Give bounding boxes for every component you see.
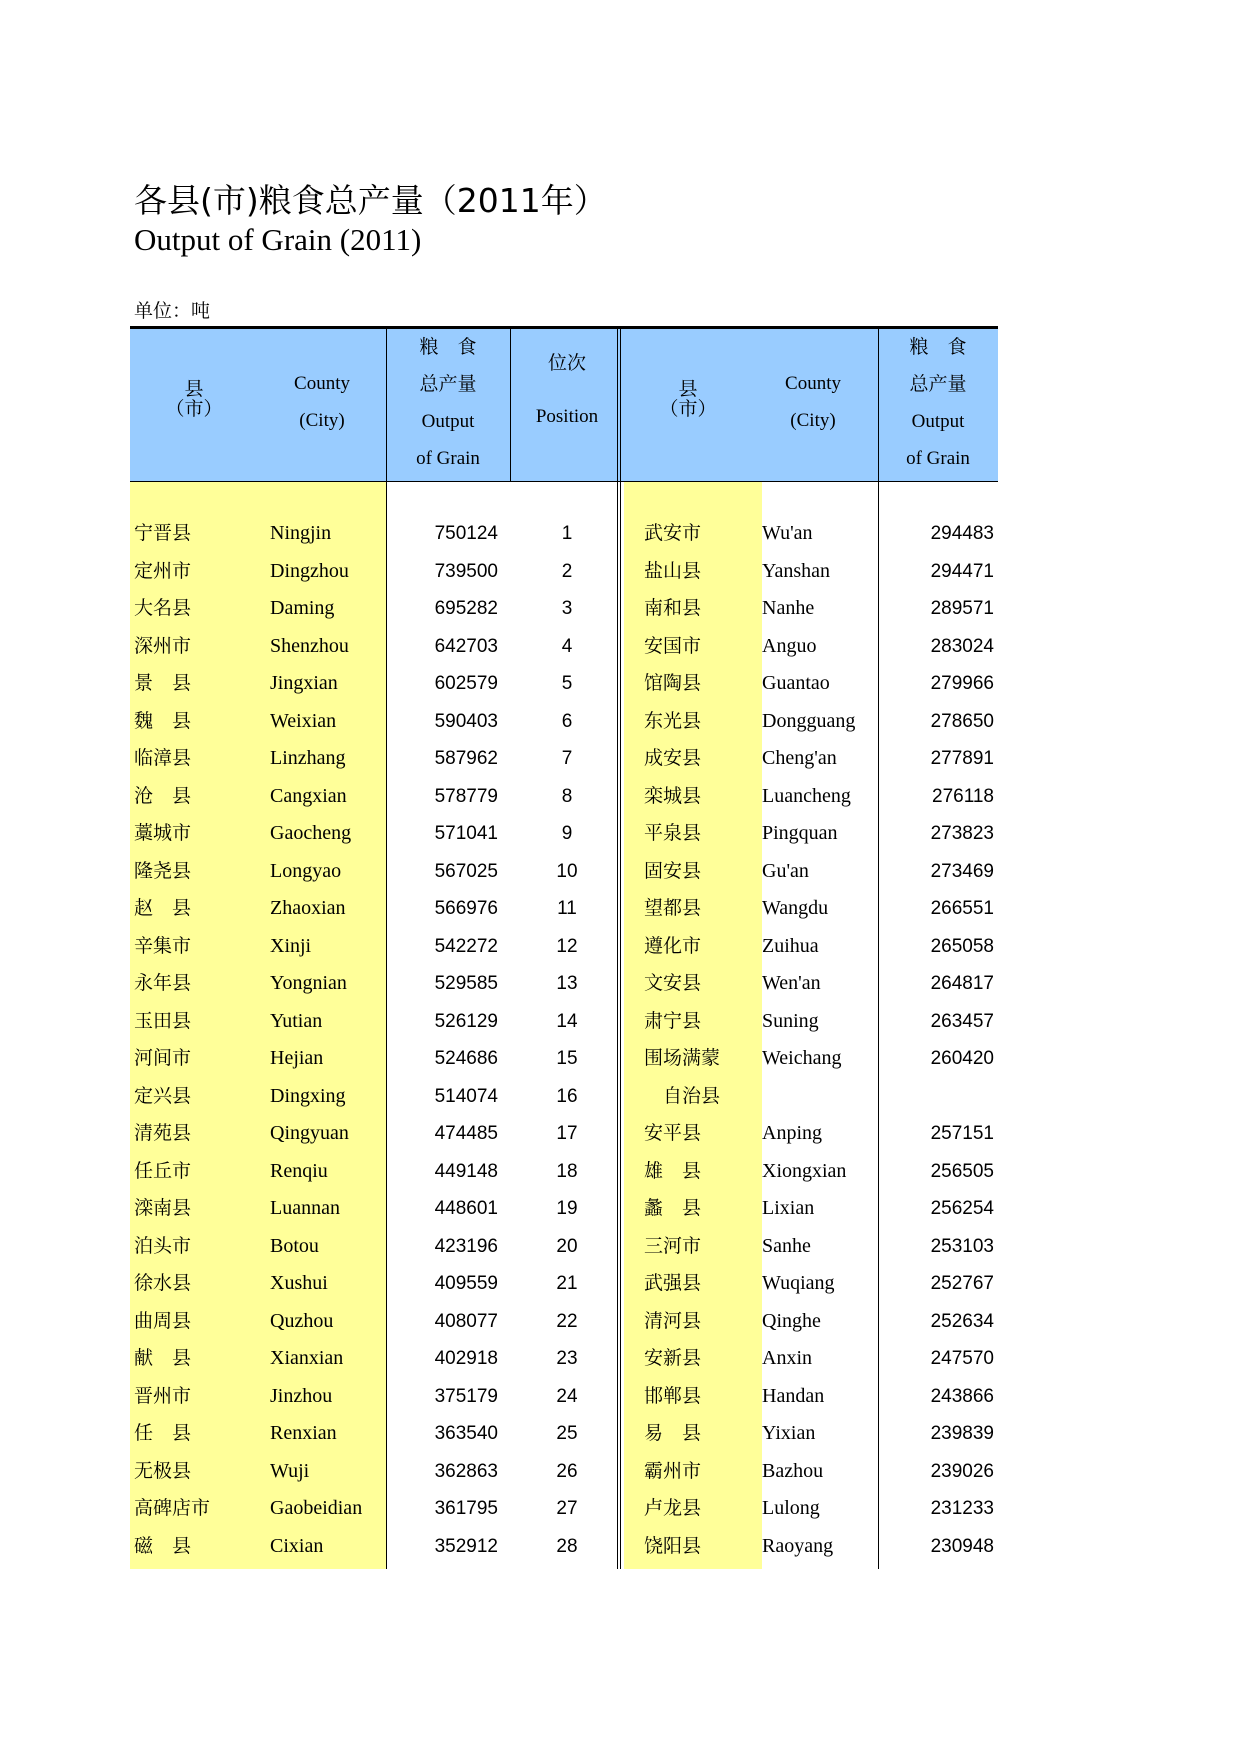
divider-line	[510, 329, 511, 481]
left-output-value: 352912	[434, 1535, 498, 1557]
right-county-cn: 蠡 县	[644, 1197, 702, 1219]
left-county-cn: 定兴县	[134, 1084, 192, 1107]
right-county-cn: 栾城县	[644, 784, 702, 807]
left-county-en: Wuji	[270, 1459, 310, 1482]
table-row	[130, 1153, 998, 1191]
table-row	[130, 1490, 998, 1528]
right-county-cn: 武安市	[644, 522, 702, 544]
left-county-en: Luannan	[270, 1197, 340, 1219]
right-county-cn: 三河市	[644, 1234, 702, 1257]
right-county-cn: 霸州市	[644, 1459, 702, 1482]
position-value: 23	[556, 1348, 578, 1369]
left-county-en: Renxian	[270, 1422, 337, 1444]
left-county-cn: 滦南县	[134, 1197, 192, 1219]
table-row	[130, 1303, 998, 1341]
right-county-cn: 固安县	[644, 859, 702, 882]
table-row	[130, 1040, 998, 1078]
table-row	[130, 515, 998, 553]
left-output-value: 526129	[434, 1010, 498, 1032]
left-county-en: Ningjin	[270, 522, 332, 544]
right-county-en: Guantao	[762, 672, 830, 694]
right-county-en: Pingquan	[762, 822, 838, 844]
left-county-en: Daming	[270, 597, 335, 619]
header-grain-right: 粮 食 总产量 Output of Grain	[906, 336, 970, 469]
left-county-cn: 晋州市	[134, 1384, 192, 1407]
right-county-en: Zuihua	[762, 934, 819, 957]
header-county-cn-right: 县 （市）	[659, 378, 717, 420]
left-county-en: Zhaoxian	[270, 897, 346, 919]
left-output-value: 566976	[434, 898, 498, 919]
position-value: 13	[556, 973, 578, 994]
right-output-value: 239026	[930, 1460, 994, 1482]
left-county-en: Qingyuan	[270, 1122, 349, 1144]
right-output-value: 279966	[930, 673, 994, 694]
left-output-value: 602579	[434, 673, 498, 694]
left-county-en: Botou	[270, 1234, 319, 1257]
right-county-en: Handan	[762, 1384, 825, 1407]
position-value: 1	[561, 523, 573, 544]
position-value: 17	[556, 1123, 578, 1144]
table-row	[130, 1115, 998, 1153]
right-county-en: Lulong	[762, 1497, 820, 1519]
right-output-value: 256254	[930, 1198, 994, 1219]
grain-output-table	[130, 326, 998, 1569]
left-county-en: Dingxing	[270, 1084, 346, 1107]
right-county-cn: 平泉县	[644, 822, 702, 844]
table-row	[130, 778, 998, 816]
left-output-value: 750124	[434, 523, 498, 544]
right-county-cn: 安平县	[644, 1122, 702, 1144]
left-county-cn: 曲周县	[134, 1309, 192, 1332]
right-county-cn: 清河县	[644, 1309, 702, 1332]
left-output-value: 363540	[434, 1423, 498, 1444]
right-output-value: 253103	[930, 1235, 994, 1257]
position-value: 14	[556, 1010, 578, 1032]
page-title-cn: 各县(市)粮食总产量（2011年）	[134, 181, 607, 220]
table-row	[130, 1378, 998, 1416]
right-county-cn: 馆陶县	[644, 672, 702, 694]
left-output-value: 362863	[434, 1460, 498, 1482]
right-output-value: 289571	[930, 598, 994, 619]
right-county-en: Anxin	[762, 1347, 812, 1369]
left-output-value: 409559	[434, 1273, 498, 1294]
position-value: 2	[561, 560, 573, 582]
left-county-cn: 高碑店市	[134, 1497, 211, 1519]
left-output-value: 408077	[434, 1310, 498, 1332]
table-row	[130, 965, 998, 1003]
left-output-value: 449148	[434, 1160, 498, 1182]
right-county-en: Lixian	[762, 1197, 815, 1219]
right-county-cn: 望都县	[644, 897, 702, 919]
right-output-value: 276118	[932, 785, 994, 807]
position-value: 22	[556, 1310, 578, 1332]
table-row	[130, 1228, 998, 1266]
right-county-en: Anping	[762, 1122, 822, 1144]
right-county-en: Xiongxian	[762, 1159, 847, 1182]
right-county-cn: 武强县	[644, 1272, 702, 1294]
left-county-en: Yutian	[270, 1009, 323, 1032]
right-county-en: Qinghe	[762, 1309, 821, 1332]
page-title-en: Output of Grain (2011)	[134, 222, 422, 257]
right-county-en: Cheng'an	[762, 747, 837, 769]
table-row	[130, 1078, 998, 1116]
table-row	[130, 928, 998, 966]
header-county-cn-left: 县 （市）	[165, 378, 223, 420]
right-output-value: 256505	[930, 1160, 994, 1182]
left-county-cn: 徐水县	[134, 1272, 192, 1294]
right-county-cn: 卢龙县	[644, 1497, 702, 1519]
position-value: 28	[556, 1535, 578, 1557]
table-row	[130, 1528, 998, 1566]
position-value: 8	[561, 785, 573, 807]
left-county-cn: 深州市	[134, 634, 192, 657]
left-county-en: Cixian	[270, 1534, 324, 1557]
left-output-value: 695282	[434, 598, 498, 619]
left-output-value: 567025	[434, 860, 498, 882]
position-value: 12	[556, 935, 578, 957]
left-output-value: 571041	[434, 823, 498, 844]
right-county-cn: 安国市	[644, 634, 702, 657]
right-county-en: Nanhe	[762, 597, 815, 619]
table-row	[130, 815, 998, 853]
right-output-value: 247570	[930, 1348, 994, 1369]
left-output-value: 739500	[434, 560, 498, 582]
position-value: 26	[556, 1460, 578, 1482]
right-county-en: Dongguang	[762, 709, 856, 732]
right-output-value: 273823	[930, 823, 994, 844]
left-output-value: 402918	[434, 1348, 498, 1369]
left-county-en: Xianxian	[270, 1347, 344, 1369]
right-output-value: 257151	[930, 1123, 994, 1144]
right-output-value: 265058	[930, 935, 994, 957]
right-county-en: Yanshan	[762, 559, 830, 582]
left-county-cn: 大名县	[134, 597, 192, 619]
position-value: 18	[556, 1160, 578, 1182]
left-output-value: 448601	[434, 1198, 498, 1219]
left-county-en: Shenzhou	[270, 634, 349, 657]
right-output-value: 260420	[930, 1048, 994, 1069]
left-output-value: 423196	[434, 1235, 498, 1257]
table-row	[130, 1415, 998, 1453]
position-value: 25	[556, 1423, 578, 1444]
right-county-cn: 成安县	[644, 747, 702, 769]
left-county-cn: 魏 县	[134, 709, 192, 732]
header-grain-left: 粮 食 总产量 Output of Grain	[416, 336, 480, 469]
left-output-value: 642703	[434, 635, 498, 657]
left-output-value: 542272	[434, 935, 498, 957]
table-row	[130, 1453, 998, 1491]
left-county-en: Linzhang	[270, 747, 346, 769]
left-county-en: Gaobeidian	[270, 1497, 363, 1519]
header-county-en-left: County (City)	[294, 373, 350, 431]
left-county-en: Cangxian	[270, 784, 347, 807]
left-output-value: 375179	[434, 1385, 498, 1407]
left-county-en: Quzhou	[270, 1309, 334, 1332]
right-output-value: 266551	[930, 898, 994, 919]
right-output-value: 252634	[930, 1310, 994, 1332]
position-value: 19	[556, 1198, 578, 1219]
header-county-en-right: County (City)	[785, 373, 841, 431]
position-value: 24	[556, 1385, 578, 1407]
right-output-value: 278650	[930, 710, 994, 732]
position-value: 7	[561, 748, 573, 769]
right-output-value: 283024	[930, 635, 994, 657]
right-county-cn: 盐山县	[644, 559, 702, 582]
left-county-cn: 赵 县	[134, 897, 192, 919]
right-county-en: Yixian	[762, 1422, 816, 1444]
position-value: 16	[556, 1085, 578, 1107]
left-county-en: Renqiu	[270, 1159, 328, 1182]
right-output-value: 273469	[930, 860, 994, 882]
left-county-cn: 沧 县	[134, 784, 192, 807]
left-county-cn: 泊头市	[134, 1234, 192, 1257]
right-output-value: 294471	[930, 560, 994, 582]
left-county-cn: 献 县	[134, 1347, 192, 1369]
table-header	[130, 329, 998, 482]
left-county-cn: 临漳县	[134, 747, 192, 769]
right-output-value: 239839	[930, 1423, 994, 1444]
right-county-en: Wuqiang	[762, 1272, 835, 1294]
position-value: 6	[561, 710, 573, 732]
unit-label: 单位：吨	[134, 301, 211, 322]
table-row	[130, 1340, 998, 1378]
left-county-en: Longyao	[270, 859, 342, 882]
header-position: 位次 Position	[535, 352, 599, 427]
table-row	[130, 1190, 998, 1228]
right-county-en: Sanhe	[762, 1234, 811, 1257]
right-output-value: 243866	[930, 1385, 994, 1407]
right-county-cn: 围场满蒙	[644, 1047, 721, 1069]
right-county-cn: 文安县	[644, 972, 702, 994]
table-body	[130, 515, 998, 1565]
left-county-cn: 景 县	[134, 672, 192, 694]
right-county-cn: 自治县	[644, 1084, 721, 1107]
right-county-en: Bazhou	[762, 1459, 824, 1482]
right-county-cn: 南和县	[644, 597, 702, 619]
right-county-en: Suning	[762, 1009, 819, 1032]
table-row	[130, 590, 998, 628]
right-output-value: 231233	[930, 1498, 994, 1519]
left-county-cn: 宁晋县	[134, 522, 192, 544]
left-county-en: Gaocheng	[270, 822, 352, 844]
right-county-cn: 饶阳县	[644, 1534, 702, 1557]
position-value: 21	[556, 1273, 578, 1294]
right-county-cn: 易 县	[644, 1422, 702, 1444]
left-county-cn: 无极县	[134, 1459, 192, 1482]
left-county-cn: 河间市	[134, 1047, 192, 1069]
right-county-cn: 肃宁县	[644, 1009, 702, 1032]
left-county-cn: 磁 县	[134, 1534, 192, 1557]
left-county-en: Jingxian	[270, 672, 338, 694]
right-county-cn: 安新县	[644, 1347, 702, 1369]
table-row	[130, 553, 998, 591]
right-output-value: 294483	[930, 523, 994, 544]
table-row	[130, 740, 998, 778]
left-county-cn: 隆尧县	[134, 859, 192, 882]
table-row	[130, 890, 998, 928]
right-output-value: 252767	[930, 1273, 994, 1294]
right-output-value: 263457	[930, 1010, 994, 1032]
position-value: 27	[556, 1498, 578, 1519]
right-county-en: Gu'an	[762, 859, 809, 882]
left-county-cn: 任 县	[134, 1422, 192, 1444]
right-output-value: 230948	[930, 1535, 994, 1557]
left-county-cn: 清苑县	[134, 1122, 192, 1144]
right-county-en: Luancheng	[762, 784, 851, 807]
table-row	[130, 1003, 998, 1041]
right-county-cn: 遵化市	[644, 934, 702, 957]
right-county-en: Raoyang	[762, 1534, 834, 1557]
right-county-en: Anguo	[762, 634, 817, 657]
right-output-value: 277891	[930, 748, 994, 769]
position-value: 3	[561, 598, 573, 619]
left-county-cn: 定州市	[134, 559, 192, 582]
table-row	[130, 853, 998, 891]
left-county-cn: 玉田县	[134, 1009, 192, 1032]
position-value: 15	[556, 1048, 578, 1069]
left-output-value: 587962	[434, 748, 498, 769]
table-row	[130, 628, 998, 666]
left-county-en: Hejian	[270, 1047, 324, 1069]
left-output-value: 524686	[434, 1048, 498, 1069]
right-county-en: Wen'an	[762, 972, 821, 994]
left-output-value: 514074	[434, 1085, 498, 1107]
right-county-en: Wu'an	[762, 522, 813, 544]
position-value: 9	[561, 823, 573, 844]
right-county-en: Wangdu	[762, 897, 829, 919]
position-value: 10	[556, 860, 578, 882]
table-row	[130, 1265, 998, 1303]
left-output-value: 474485	[434, 1123, 498, 1144]
table-row	[130, 665, 998, 703]
table-row	[130, 703, 998, 741]
left-county-en: Dingzhou	[270, 559, 349, 582]
right-output-value: 264817	[930, 973, 994, 994]
left-county-en: Yongnian	[270, 972, 347, 994]
position-value: 5	[561, 673, 573, 694]
left-county-cn: 藁城市	[134, 822, 192, 844]
left-county-cn: 永年县	[134, 972, 192, 994]
left-output-value: 578779	[434, 785, 498, 807]
left-county-cn: 任丘市	[134, 1159, 192, 1182]
right-county-cn: 邯郸县	[644, 1384, 702, 1407]
left-county-en: Weixian	[270, 709, 337, 732]
right-county-cn: 东光县	[644, 709, 702, 732]
left-county-en: Jinzhou	[270, 1384, 333, 1407]
right-county-cn: 雄 县	[644, 1159, 702, 1182]
position-value: 20	[556, 1235, 578, 1257]
left-county-en: Xinji	[270, 934, 312, 957]
left-output-value: 590403	[434, 710, 498, 732]
right-county-en: Weichang	[762, 1047, 842, 1069]
left-county-en: Xushui	[270, 1272, 328, 1294]
left-output-value: 529585	[434, 973, 498, 994]
left-output-value: 361795	[434, 1498, 498, 1519]
left-county-cn: 辛集市	[134, 934, 192, 957]
position-value: 11	[557, 898, 577, 919]
position-value: 4	[561, 635, 573, 657]
